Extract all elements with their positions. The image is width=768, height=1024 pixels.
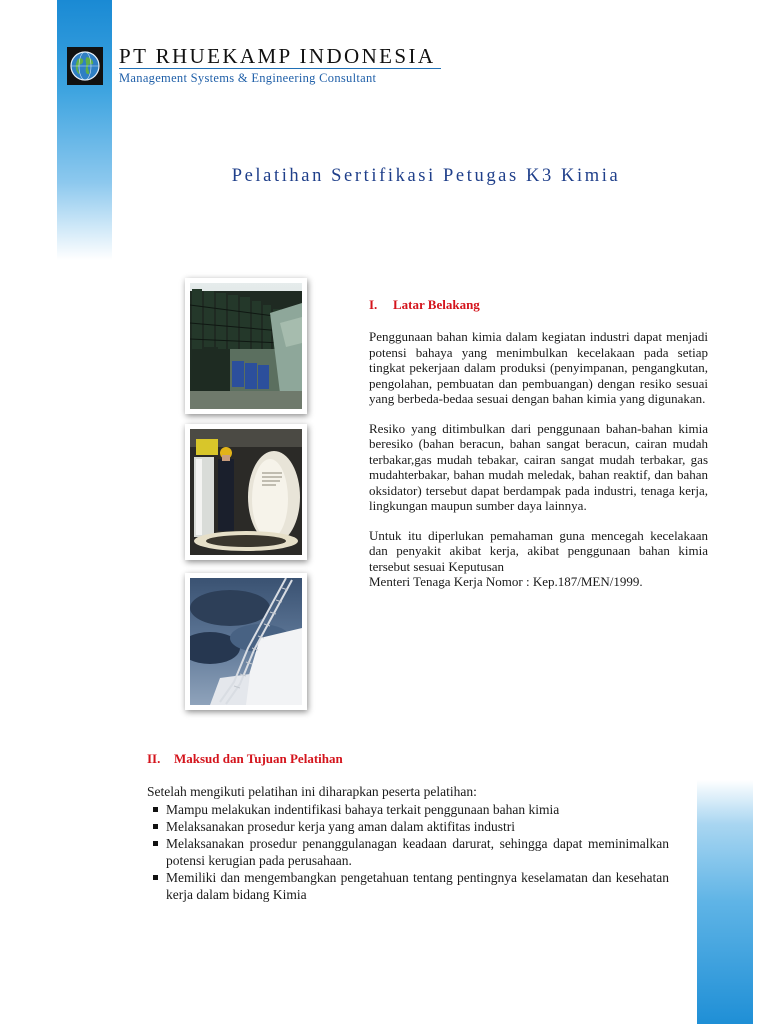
company-name: PT RHUEKAMP INDONESIA — [119, 44, 436, 68]
section-title: Maksud dan Tujuan Pelatihan — [174, 751, 343, 766]
paragraph — [369, 528, 708, 590]
photo-chemical-bags-worker — [185, 424, 307, 560]
list-item: Memiliki dan mengembangkan pengetahuan tentang pentingnya keselamatan dan kesehatan kerja dalam bidang Kimia — [147, 869, 669, 903]
list-item: Mampu melakukan indentifikasi bahaya terkait penggunaan bahan kimia — [147, 801, 669, 818]
paragraph-text: Untuk itu diperlukan pemahaman guna mencegah kecelakaan dan penyakit akibat kerja, akibat penggunaan bahan kimia tersebut sesuai Keputusan — [369, 527, 708, 574]
right-decorative-stripe — [697, 780, 753, 1024]
section-heading-latar-belakang — [369, 297, 480, 313]
globe-icon — [69, 50, 101, 82]
goals-intro: Setelah mengikuti pelatihan ini diharapkan peserta pelatihan: — [147, 784, 477, 799]
list-item: Melaksanakan prosedur kerja yang aman dalam aktifitas industri — [147, 818, 669, 835]
list-item: Melaksanakan prosedur penanggulanagan keadaan darurat, sehingga dapat meminimalkan potensi kerugian pada perusahaan. — [147, 835, 669, 869]
paragraph-text: Menteri Tenaga Kerja Nomor : Kep.187/MEN/1999. — [369, 574, 643, 589]
company-subtitle: Management Systems & Engineering Consultant — [119, 71, 377, 85]
left-decorative-stripe — [57, 0, 112, 260]
section-title: Latar Belakang — [393, 297, 480, 312]
section-body-latar-belakang — [369, 329, 708, 590]
photo-chemical-drums — [185, 278, 307, 414]
section-heading-maksud-tujuan — [147, 751, 343, 767]
paragraph: Penggunaan bahan kimia dalam kegiatan industri dapat menjadi potensi bahaya yang menimbulkan kecelakaan pada setiap tingkat pekerjaan dalam produksi (penyimpanan, pengangkutan, pengolahan, pembuatan dan pembuangan) dengan resiko sesuai yang berbeda-bedaa sesuai dengan bahan kimia yang digunakan. — [369, 329, 708, 406]
section-number: II. — [147, 751, 161, 766]
photo-storage-tank-sky — [185, 573, 307, 710]
paragraph: Resiko yang ditimbulkan dari penggunaan bahan-bahan kimia beresiko (bahan beracun, bahan sangat beracun, cairan mudah terbakar,gas mudah tebakar, cairan sangat mudah terbakar, gas mudahterbakar, bahan mudah meledak, bahan reaktif, dan bahan oksidator) tersebut dapat berdampak pada industri, tenaga kerja, lingkungan maupun sumber daya lainnya. — [369, 420, 708, 513]
document-title: Pelatihan Sertifikasi Petugas K3 Kimia — [231, 166, 621, 186]
goals-list — [147, 801, 669, 903]
header-divider — [119, 68, 441, 69]
section-number: I. — [369, 297, 378, 312]
company-logo — [67, 47, 103, 85]
